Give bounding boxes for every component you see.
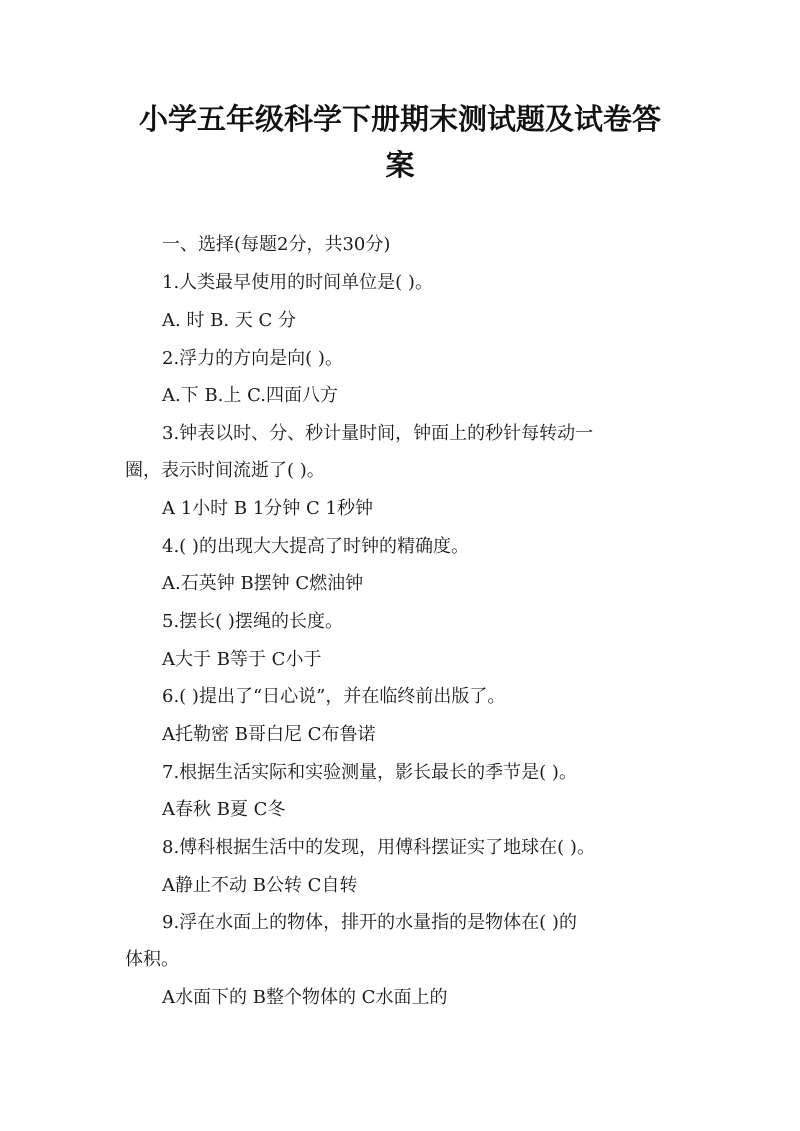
question-2-options: A.下 B.上 C.四面八方 <box>162 385 338 406</box>
question-9-options: A水面下的 B整个物体的 C水面上的 <box>162 987 448 1008</box>
question-3-options: A 1小时 B 1分钟 C 1秒钟 <box>162 498 373 519</box>
question-2: 2.浮力的方向是向( )。 <box>162 348 343 369</box>
question-4: 4.( )的出现大大提高了时钟的精确度。 <box>162 536 469 557</box>
question-4-options: A.石英钟 B摆钟 C燃油钟 <box>162 573 364 594</box>
question-8-options: A静止不动 B公转 C自转 <box>162 875 358 896</box>
section-heading: 一、选择(每题2分，共30分) <box>162 234 391 255</box>
title-line-2: 案 <box>385 148 415 182</box>
title-line-1: 小学五年级科学下册期末测试题及试卷答 <box>138 102 661 136</box>
question-7-options: A春秋 B夏 C冬 <box>162 799 286 820</box>
question-7: 7.根据生活实际和实验测量，影长最长的季节是( )。 <box>162 762 577 783</box>
question-9-line-1: 9.浮在水面上的物体，排开的水量指的是物体在( )的 <box>162 912 577 933</box>
question-6-options: A托勒密 B哥白尼 C布鲁诺 <box>162 724 376 745</box>
question-8: 8.傅科根据生活中的发现，用傅科摆证实了地球在( )。 <box>162 837 595 858</box>
question-5: 5.摆长( )摆绳的长度。 <box>162 611 343 632</box>
question-1-options: A. 时 B. 天 C 分 <box>162 310 297 331</box>
question-3-line-1: 3.钟表以时、分、秒计量时间，钟面上的秒针每转动一 <box>162 423 594 444</box>
question-5-options: A大于 B等于 C小于 <box>162 649 322 670</box>
question-6: 6.( )提出了“日心说”，并在临终前出版了。 <box>162 686 506 707</box>
question-1: 1.人类最早使用的时间单位是( )。 <box>162 272 433 293</box>
question-9-line-2: 体积。 <box>125 949 179 970</box>
document-title <box>120 96 680 188</box>
question-3-line-2: 圈，表示时间流逝了( )。 <box>125 460 325 481</box>
